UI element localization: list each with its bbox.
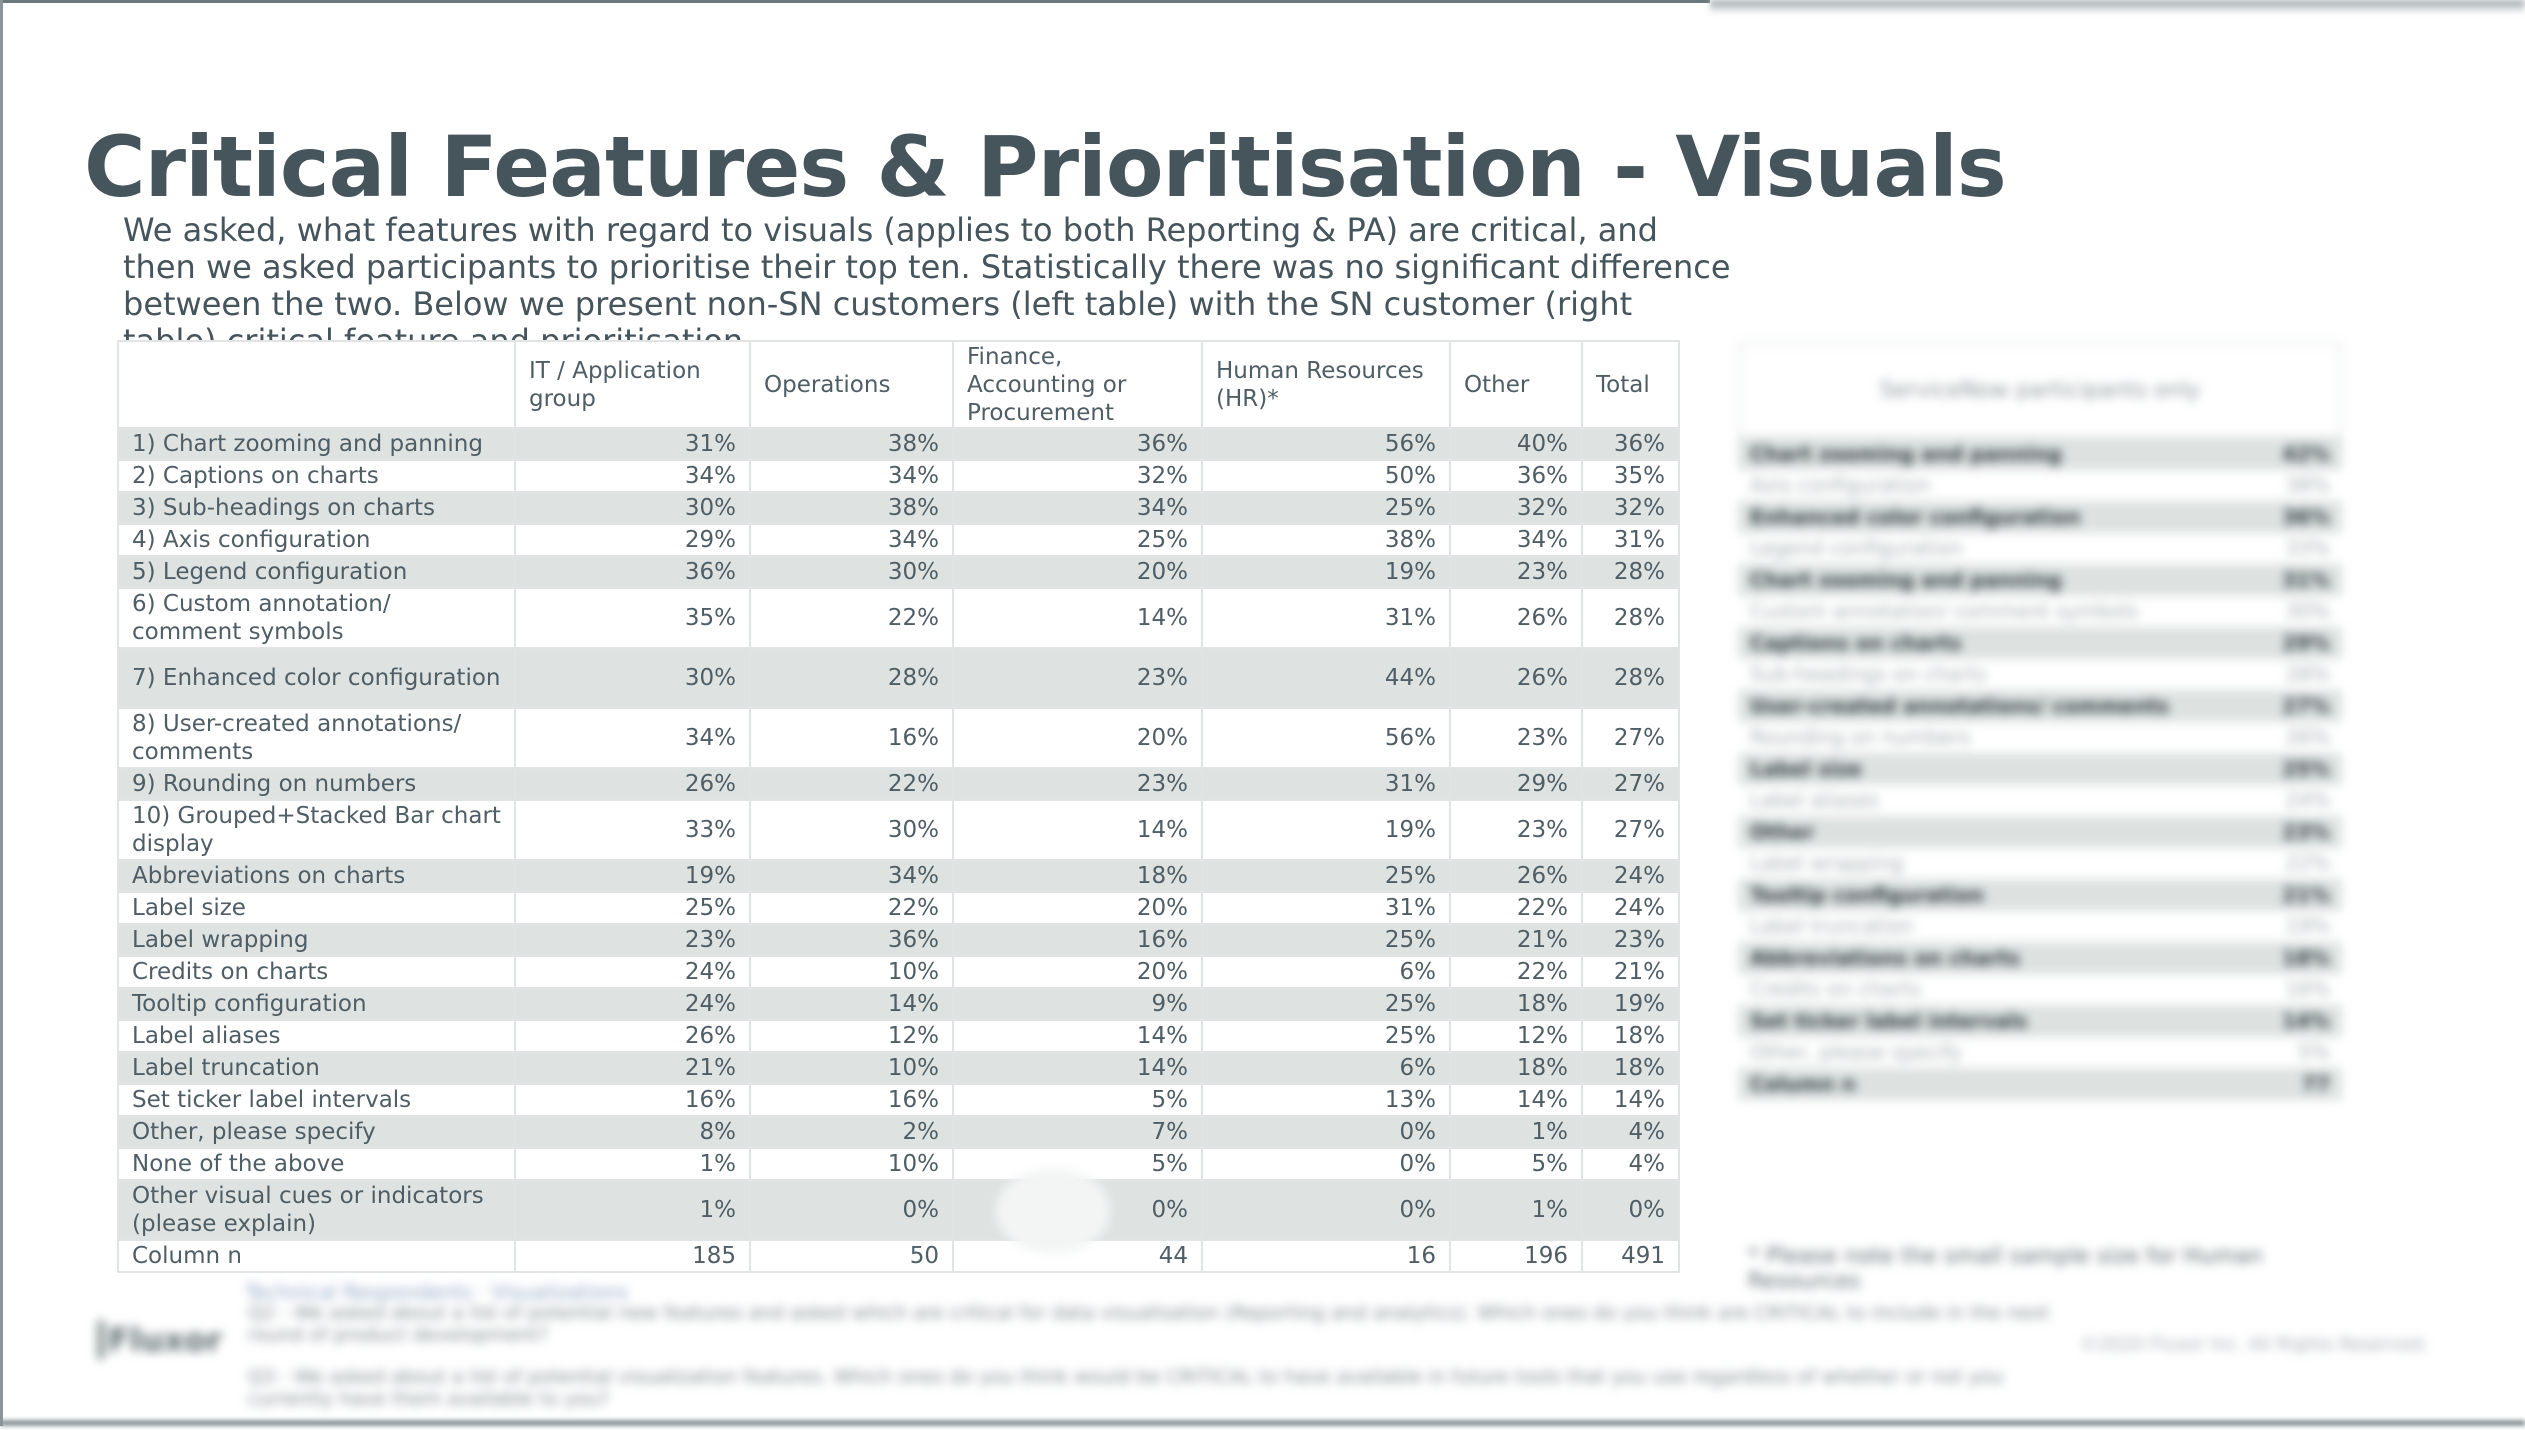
cell-it: 1% [515, 1148, 750, 1180]
cell-other: 18% [1450, 988, 1582, 1020]
cell-hr: 0% [1202, 1148, 1450, 1180]
table-header-row [118, 341, 1679, 428]
footer-note: Q3 - We asked about a list of potential visualization features. Which ones do you think would be CRITICAL to have available in future tools that you use regardless of whether or not you currently have them available to you? [248, 1366, 2004, 1410]
table-row [118, 492, 1679, 524]
table-row [118, 648, 1679, 708]
cell-other: 34% [1450, 524, 1582, 556]
slide-frame-shadow [1710, 0, 2525, 14]
sn-row-label: Label wrapping [1750, 851, 1904, 876]
cell-it: 8% [515, 1116, 750, 1148]
cell-operations: 16% [750, 1084, 953, 1116]
cell-hr: 25% [1202, 988, 1450, 1020]
cell-it: 26% [515, 768, 750, 800]
sn-panel-header: ServiceNow participants only [1738, 342, 2342, 438]
sn-panel-row [1738, 911, 2342, 943]
cell-it: 19% [515, 860, 750, 892]
cell-it: 26% [515, 1020, 750, 1052]
table-row [118, 460, 1679, 492]
cell-it: 30% [515, 492, 750, 524]
cell-operations: 34% [750, 460, 953, 492]
cell-it: 23% [515, 924, 750, 956]
cell-operations: 50 [750, 1240, 953, 1272]
sn-row-label: Other [1750, 819, 1815, 844]
cell-finance: 20% [953, 892, 1202, 924]
cell-it: 30% [515, 648, 750, 708]
table-row [118, 1240, 1679, 1272]
sn-row-value: 38% [2285, 473, 2330, 498]
table-row [118, 524, 1679, 556]
slide-frame-top [0, 0, 1710, 3]
cell-other: 23% [1450, 800, 1582, 860]
cell-other: 1% [1450, 1116, 1582, 1148]
cell-operations: 30% [750, 800, 953, 860]
sn-panel-row [1738, 1068, 2342, 1100]
cell-hr: 25% [1202, 1020, 1450, 1052]
sn-row-label: Credits on charts [1750, 977, 1921, 1002]
cell-hr: 0% [1202, 1180, 1450, 1240]
sn-panel-row [1738, 1005, 2342, 1037]
table-row [118, 588, 1679, 648]
cell-other: 40% [1450, 428, 1582, 460]
sn-row-value: 21% [2282, 882, 2330, 907]
row-label: Label truncation [118, 1052, 515, 1084]
header-cell-finance: Finance, Accounting or Procurement [953, 341, 1202, 428]
table-row [118, 956, 1679, 988]
cell-finance: 9% [953, 988, 1202, 1020]
logo-wordmark: Fluxor [107, 1321, 222, 1359]
cell-hr: 56% [1202, 708, 1450, 768]
cell-operations: 38% [750, 428, 953, 460]
sn-row-value: 31% [2282, 567, 2330, 592]
row-label: Credits on charts [118, 956, 515, 988]
cell-other: 196 [1450, 1240, 1582, 1272]
sn-row-value: 29% [2282, 630, 2330, 655]
cell-operations: 22% [750, 768, 953, 800]
cell-hr: 25% [1202, 492, 1450, 524]
sn-panel-row [1738, 848, 2342, 880]
cell-total: 491 [1582, 1240, 1679, 1272]
pale-blot [996, 1168, 1110, 1254]
cell-finance: 32% [953, 460, 1202, 492]
sn-panel-row [1738, 533, 2342, 565]
row-label: Set ticker label intervals [118, 1084, 515, 1116]
cell-total: 32% [1582, 492, 1679, 524]
row-label: 10) Grouped+Stacked Bar chart display [118, 800, 515, 860]
cell-operations: 22% [750, 588, 953, 648]
row-label: 6) Custom annotation/ comment symbols [118, 588, 515, 648]
features-table [117, 340, 1680, 1273]
sn-row-value: 33% [2285, 536, 2330, 561]
sn-row-value: 27% [2282, 693, 2330, 718]
table-row [118, 988, 1679, 1020]
sn-row-value: 28% [2285, 662, 2330, 687]
row-label: 4) Axis configuration [118, 524, 515, 556]
sn-row-label: Captions on charts [1750, 630, 1962, 655]
cell-hr: 31% [1202, 892, 1450, 924]
sn-row-label: Legend configuration [1750, 536, 1963, 561]
table-row [118, 428, 1679, 460]
header-cell-hr: Human Resources (HR)* [1202, 341, 1450, 428]
sn-panel-row [1738, 596, 2342, 628]
cell-other: 36% [1450, 460, 1582, 492]
cell-operations: 2% [750, 1116, 953, 1148]
sn-row-label: Sub-headings on charts [1750, 662, 1987, 687]
cell-hr: 44% [1202, 648, 1450, 708]
cell-hr: 13% [1202, 1084, 1450, 1116]
cell-finance: 20% [953, 708, 1202, 768]
cell-other: 26% [1450, 588, 1582, 648]
table-row [118, 892, 1679, 924]
row-label: None of the above [118, 1148, 515, 1180]
cell-hr: 19% [1202, 556, 1450, 588]
sn-row-label: User-created annotations/ comments [1750, 693, 2169, 718]
row-label: Tooltip configuration [118, 988, 515, 1020]
slide-frame-left [0, 0, 3, 1426]
cell-finance: 0% [953, 1180, 1202, 1240]
header-cell-total: Total [1582, 341, 1679, 428]
header-cell-it: IT / Application group [515, 341, 750, 428]
cell-it: 34% [515, 708, 750, 768]
row-label: Label aliases [118, 1020, 515, 1052]
table-row [118, 1116, 1679, 1148]
sn-row-label: Chart zooming and panning [1750, 441, 2062, 466]
cell-total: 18% [1582, 1020, 1679, 1052]
cell-hr: 38% [1202, 524, 1450, 556]
cell-total: 0% [1582, 1180, 1679, 1240]
sn-panel-row [1738, 753, 2342, 785]
sn-row-value: 24% [2285, 788, 2330, 813]
cell-hr: 25% [1202, 860, 1450, 892]
cell-it: 24% [515, 956, 750, 988]
row-label: 2) Captions on charts [118, 460, 515, 492]
sn-row-label: Axis configuration [1750, 473, 1931, 498]
table-row [118, 1180, 1679, 1240]
sn-row-label: Abbreviations on charts [1750, 945, 2021, 970]
cell-operations: 34% [750, 524, 953, 556]
sn-row-value: 16% [2285, 977, 2330, 1002]
cell-operations: 22% [750, 892, 953, 924]
sn-row-value: 5% [2298, 1040, 2330, 1065]
table-row [118, 768, 1679, 800]
sn-row-value: 18% [2282, 945, 2330, 970]
footer-note: Q2 - We asked about a list of potential new features and asked which are critical for data visualisation (Reporting and analytics). Which ones do you think are CRITICAL to include in the next round of product development? [248, 1302, 2050, 1346]
sn-row-value: 25% [2282, 756, 2330, 781]
cell-other: 29% [1450, 768, 1582, 800]
cell-finance: 14% [953, 800, 1202, 860]
sn-row-label: Other, please specify [1750, 1040, 1962, 1065]
cell-finance: 20% [953, 956, 1202, 988]
row-label: 7) Enhanced color configuration [118, 648, 515, 708]
cell-other: 23% [1450, 556, 1582, 588]
table-row [118, 1084, 1679, 1116]
sn-row-value: 14% [2282, 1008, 2330, 1033]
cell-it: 25% [515, 892, 750, 924]
sn-panel-row [1738, 438, 2342, 470]
cell-total: 14% [1582, 1084, 1679, 1116]
cell-operations: 0% [750, 1180, 953, 1240]
cell-finance: 44 [953, 1240, 1202, 1272]
cell-finance: 14% [953, 588, 1202, 648]
cell-total: 27% [1582, 768, 1679, 800]
sn-panel-rows [1738, 438, 2342, 1100]
sn-panel-row [1738, 564, 2342, 596]
sn-panel-row [1738, 690, 2342, 722]
cell-operations: 34% [750, 860, 953, 892]
cell-hr: 31% [1202, 768, 1450, 800]
cell-it: 36% [515, 556, 750, 588]
header-cell-other: Other [1450, 341, 1582, 428]
cell-hr: 31% [1202, 588, 1450, 648]
cell-hr: 6% [1202, 956, 1450, 988]
cell-total: 31% [1582, 524, 1679, 556]
row-label: Other visual cues or indicators (please explain) [118, 1180, 515, 1240]
sn-row-label: Label aliases [1750, 788, 1880, 813]
page-title: Critical Features & Prioritisation - Visuals [84, 118, 2006, 216]
row-label: 8) User-created annotations/ comments [118, 708, 515, 768]
cell-operations: 14% [750, 988, 953, 1020]
sn-row-value: 19% [2285, 914, 2330, 939]
sn-panel-row [1738, 722, 2342, 754]
cell-other: 5% [1450, 1148, 1582, 1180]
cell-hr: 25% [1202, 924, 1450, 956]
cell-it: 35% [515, 588, 750, 648]
sn-row-label: Rounding on numbers [1750, 725, 1971, 750]
row-label: 9) Rounding on numbers [118, 768, 515, 800]
cell-total: 35% [1582, 460, 1679, 492]
table-row [118, 860, 1679, 892]
row-label: Label wrapping [118, 924, 515, 956]
cell-operations: 10% [750, 1052, 953, 1084]
sn-row-label: Chart zooming and panning [1750, 567, 2062, 592]
table-row [118, 1148, 1679, 1180]
cell-finance: 23% [953, 768, 1202, 800]
cell-other: 26% [1450, 648, 1582, 708]
sn-row-label: Tooltip configuration [1750, 882, 1984, 907]
cell-it: 1% [515, 1180, 750, 1240]
cell-other: 21% [1450, 924, 1582, 956]
sn-panel-row [1738, 942, 2342, 974]
sn-row-value: 77 [2302, 1071, 2330, 1096]
table-row [118, 556, 1679, 588]
cell-hr: 16 [1202, 1240, 1450, 1272]
cell-other: 1% [1450, 1180, 1582, 1240]
cell-finance: 34% [953, 492, 1202, 524]
cell-total: 36% [1582, 428, 1679, 460]
cell-hr: 50% [1202, 460, 1450, 492]
sample-size-note: * Please note the small sample size for Human Resources [1748, 1244, 2263, 1294]
cell-it: 24% [515, 988, 750, 1020]
row-label: 5) Legend configuration [118, 556, 515, 588]
cell-total: 27% [1582, 800, 1679, 860]
cell-it: 16% [515, 1084, 750, 1116]
cell-hr: 19% [1202, 800, 1450, 860]
row-label: 3) Sub-headings on charts [118, 492, 515, 524]
table-body [118, 428, 1679, 1272]
cell-other: 23% [1450, 708, 1582, 768]
cell-it: 34% [515, 460, 750, 492]
row-label: Other, please specify [118, 1116, 515, 1148]
cell-total: 24% [1582, 892, 1679, 924]
intro-paragraph: We asked, what features with regard to visuals (applies to both Reporting & PA) are critical, and then we asked participants to prioritise their top ten. Statistically there was no significant difference between the two. Below we present non-SN customers (left table) with the SN customer (right [123, 211, 1731, 323]
cell-finance: 7% [953, 1116, 1202, 1148]
sn-row-value: 36% [2282, 504, 2330, 529]
sn-panel-row [1738, 1037, 2342, 1069]
cell-finance: 20% [953, 556, 1202, 588]
sn-panel-row [1738, 879, 2342, 911]
cell-operations: 12% [750, 1020, 953, 1052]
copyright-text: ©2020 Fluxor Inc. All Rights Reserved. [2080, 1334, 2429, 1355]
cell-total: 21% [1582, 956, 1679, 988]
cell-other: 32% [1450, 492, 1582, 524]
sn-row-label: Custom annotation/ comment symbols [1750, 599, 2139, 624]
cell-finance: 5% [953, 1148, 1202, 1180]
sn-panel-row [1738, 659, 2342, 691]
cell-other: 26% [1450, 860, 1582, 892]
cell-operations: 28% [750, 648, 953, 708]
cell-finance: 23% [953, 648, 1202, 708]
header-cell-feature [118, 341, 515, 428]
cell-operations: 30% [750, 556, 953, 588]
sn-panel-row [1738, 501, 2342, 533]
cell-finance: 16% [953, 924, 1202, 956]
cell-total: 28% [1582, 588, 1679, 648]
cell-total: 24% [1582, 860, 1679, 892]
cell-other: 14% [1450, 1084, 1582, 1116]
footer-notes [248, 1302, 2068, 1430]
sn-row-label: Column n [1750, 1071, 1856, 1096]
row-label: Column n [118, 1240, 515, 1272]
cell-total: 27% [1582, 708, 1679, 768]
cell-total: 18% [1582, 1052, 1679, 1084]
cell-it: 31% [515, 428, 750, 460]
table-row [118, 924, 1679, 956]
table-row [118, 800, 1679, 860]
cell-operations: 10% [750, 1148, 953, 1180]
cell-other: 12% [1450, 1020, 1582, 1052]
cell-it: 33% [515, 800, 750, 860]
sn-panel-row [1738, 785, 2342, 817]
row-label: 1) Chart zooming and panning [118, 428, 515, 460]
cell-it: 29% [515, 524, 750, 556]
cell-total: 23% [1582, 924, 1679, 956]
sn-row-label: Label truncation [1750, 914, 1914, 939]
row-label: Abbreviations on charts [118, 860, 515, 892]
sn-row-label: Label size [1750, 756, 1862, 781]
cell-operations: 36% [750, 924, 953, 956]
cell-finance: 5% [953, 1084, 1202, 1116]
sn-row-label: Enhanced color configuration [1750, 504, 2081, 529]
cell-other: 22% [1450, 892, 1582, 924]
cell-total: 28% [1582, 648, 1679, 708]
table-row [118, 1020, 1679, 1052]
cell-total: 28% [1582, 556, 1679, 588]
sn-panel-row [1738, 974, 2342, 1006]
cell-finance: 14% [953, 1020, 1202, 1052]
sn-row-value: 22% [2285, 851, 2330, 876]
table-row [118, 708, 1679, 768]
sn-row-value: 30% [2285, 599, 2330, 624]
cell-finance: 36% [953, 428, 1202, 460]
sn-row-value: 26% [2285, 725, 2330, 750]
footer-link[interactable]: Technical Respondents · Visualizations [245, 1280, 629, 1304]
sn-row-label: Set ticker label intervals [1750, 1008, 2028, 1033]
cell-operations: 16% [750, 708, 953, 768]
cell-finance: 25% [953, 524, 1202, 556]
sn-participants-panel [1738, 342, 2342, 1100]
cell-hr: 56% [1202, 428, 1450, 460]
header-cell-operations: Operations [750, 341, 953, 428]
cell-total: 19% [1582, 988, 1679, 1020]
sn-row-value: 23% [2282, 819, 2330, 844]
company-logo [98, 1318, 222, 1362]
row-label: Label size [118, 892, 515, 924]
cell-total: 4% [1582, 1148, 1679, 1180]
cell-other: 18% [1450, 1052, 1582, 1084]
cell-it: 185 [515, 1240, 750, 1272]
cell-other: 22% [1450, 956, 1582, 988]
cell-hr: 0% [1202, 1116, 1450, 1148]
cell-operations: 38% [750, 492, 953, 524]
logo-mark-icon [98, 1320, 104, 1360]
sn-panel-row [1738, 470, 2342, 502]
cell-it: 21% [515, 1052, 750, 1084]
sn-row-value: 42% [2282, 441, 2330, 466]
cell-total: 4% [1582, 1116, 1679, 1148]
cell-finance: 18% [953, 860, 1202, 892]
cell-hr: 6% [1202, 1052, 1450, 1084]
cell-finance: 14% [953, 1052, 1202, 1084]
cell-operations: 10% [750, 956, 953, 988]
table-row [118, 1052, 1679, 1084]
sn-panel-row [1738, 816, 2342, 848]
sn-panel-row [1738, 627, 2342, 659]
